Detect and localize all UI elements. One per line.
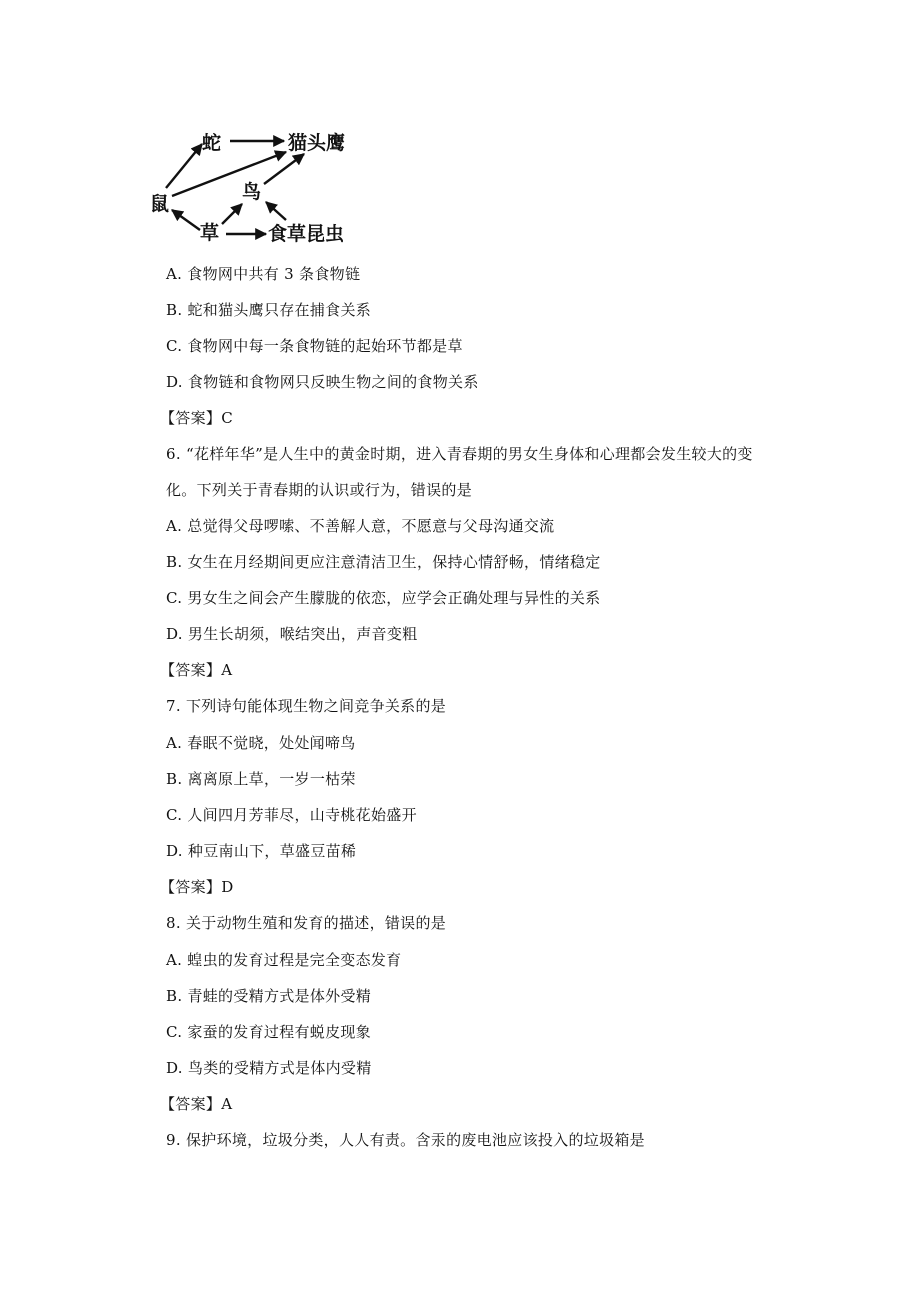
q8-stem: 8. 关于动物生殖和发育的描述，错误的是 <box>166 914 447 932</box>
q5-option-b: B. 蛇和猫头鹰只存在捕食关系 <box>166 301 372 319</box>
arrow-grass-mouse <box>172 210 200 230</box>
q7-option-c: C. 人间四月芳菲尽，山寺桃花始盛开 <box>166 806 417 824</box>
q9-stem: 9. 保护环境，垃圾分类，人人有责。含汞的废电池应该投入的垃圾箱是 <box>166 1131 645 1149</box>
q8-option-a: A. 蝗虫的发育过程是完全变态发育 <box>166 951 402 969</box>
q6-option-d: D. 男生长胡须，喉结突出，声音变粗 <box>166 625 418 643</box>
q6-option-a: A. 总觉得父母啰嗦、不善解人意，不愿意与父母沟通交流 <box>166 517 555 535</box>
node-grass: 草 <box>200 222 220 244</box>
node-bird: 鸟 <box>242 181 262 203</box>
q5-option-a: A. 食物网中共有 3 条食物链 <box>166 265 361 283</box>
node-mouse: 鼠 <box>150 193 170 215</box>
q7-option-b: B. 离离原上草，一岁一枯荣 <box>166 770 356 788</box>
q5-answer: 【答案】C <box>160 409 233 427</box>
food-web-diagram <box>136 118 366 250</box>
node-snake: 蛇 <box>202 132 222 154</box>
q6-stem-line2: 化。下列关于青春期的认识或行为，错误的是 <box>166 481 473 499</box>
arrow-insect-bird <box>266 202 286 220</box>
q7-answer: 【答案】D <box>160 878 234 896</box>
arrow-grass-bird <box>222 204 242 224</box>
arrow-mouse-snake <box>166 144 202 188</box>
q8-option-c: C. 家蚕的发育过程有蜕皮现象 <box>166 1023 371 1041</box>
node-insect: 食草昆虫 <box>268 223 345 245</box>
q8-answer: 【答案】A <box>160 1095 233 1113</box>
q7-option-d: D. 种豆南山下，草盛豆苗稀 <box>166 842 357 860</box>
q5-option-c: C. 食物网中每一条食物链的起始环节都是草 <box>166 337 463 355</box>
q7-stem: 7. 下列诗句能体现生物之间竞争关系的是 <box>166 697 447 715</box>
node-owl: 猫头鹰 <box>288 132 346 154</box>
q7-option-a: A. 春眠不觉晓，处处闻啼鸟 <box>166 734 356 752</box>
q6-stem-line1: 6. “花样年华”是人生中的黄金时期，进入青春期的男女生身体和心理都会发生较大的变 <box>166 445 753 463</box>
q8-option-d: D. 鸟类的受精方式是体内受精 <box>166 1059 372 1077</box>
q5-option-d: D. 食物链和食物网只反映生物之间的食物关系 <box>166 373 479 391</box>
q6-answer: 【答案】A <box>160 661 233 679</box>
q6-option-c: C. 男女生之间会产生朦胧的依恋，应学会正确处理与异性的关系 <box>166 589 601 607</box>
q6-option-b: B. 女生在月经期间更应注意清洁卫生，保持心情舒畅，情绪稳定 <box>166 553 601 571</box>
q8-option-b: B. 青蛙的受精方式是体外受精 <box>166 987 372 1005</box>
